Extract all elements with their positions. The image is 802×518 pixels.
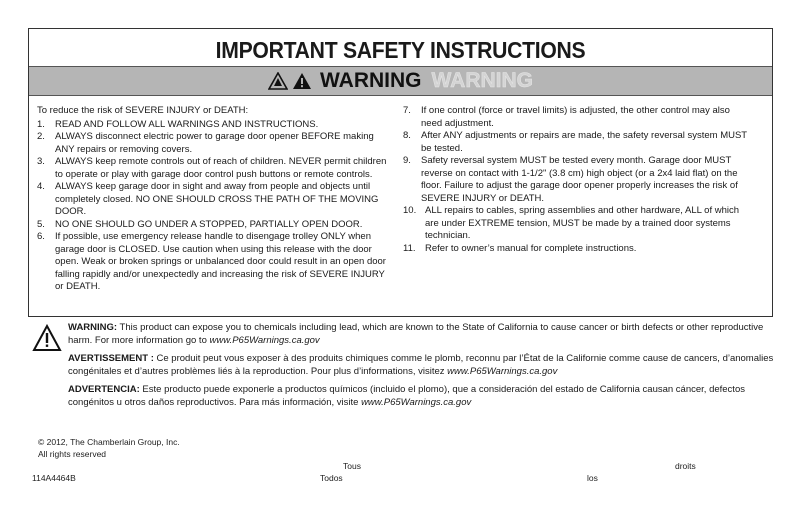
list-item [37, 131, 389, 156]
item-text: ALL repairs to cables, spring assemblies and other hardware, ALL of which are under EXTREME tension, MUST be made by a trained door systems technician. [425, 205, 740, 241]
prop65-es-link[interactable]: www.P65Warnings.ca.gov [361, 396, 472, 408]
item-number: 2. [37, 131, 45, 142]
intro-text: To reduce the risk of SEVERE INJURY or DEATH: [37, 105, 249, 116]
prop65-en-link[interactable]: www.P65Warnings.ca.gov [209, 334, 320, 346]
item-text: ALWAYS disconnect electric power to garage door opener BEFORE making ANY repairs or removing covers. [55, 131, 374, 155]
list-item [37, 231, 389, 294]
item-text: Refer to owner’s manual for complete instructions. [425, 242, 637, 254]
warning-banner [29, 66, 772, 96]
prop65-fr-label: AVERTISSEMENT : [68, 353, 154, 364]
item-text: ALWAYS keep garage door in sight and away from people and objects until completely closed. NO ONE SHOULD CROSS THE PATH OF THE MOVING DOOR. [55, 181, 379, 217]
part-number: 114A4464B [32, 473, 76, 483]
rights-fragment-los: los [587, 473, 598, 483]
prop65-french [68, 353, 777, 378]
prop65-es-text: Este producto puede exponerle a productos químicos (incluido el plomo), que a consideración del estado de California causan cáncer, defectos congénitos u otros daños reproductivos. Para más información, visite [68, 384, 745, 408]
list-item [403, 243, 753, 256]
page-title: IMPORTANT SAFETY INSTRUCTIONS [215, 37, 586, 63]
item-number: 3. [37, 156, 45, 167]
prop65-en-label: WARNING: [68, 322, 118, 333]
safety-label-frame [28, 28, 773, 317]
warning-triangle-icon [292, 72, 312, 90]
item-number: 9. [403, 155, 411, 166]
item-number: 8. [403, 130, 411, 141]
list-item [37, 119, 389, 132]
right-instructions [403, 105, 753, 255]
list-item [403, 155, 753, 205]
item-text: After ANY adjustments or repairs are made, the safety reversal system MUST be tested. [421, 130, 747, 154]
list-item [403, 105, 753, 130]
list-item [37, 219, 389, 232]
copyright-text: © 2012, The Chamberlain Group, Inc. [38, 437, 180, 447]
item-text: If one control (force or travel limits) is adjusted, the other control may also need adjustment. [421, 105, 730, 129]
item-number: 7. [403, 105, 411, 116]
item-text: If possible, use emergency release handle to disengage trolley ONLY when garage door is CLOSED. Use caution when using this release with the door open. Weak or broken springs or unbalanced door could result in an open door falling rapidly and/or unexpectedly and increasing the risk of SEVERE INJURY or DEATH. [55, 231, 386, 292]
item-number: 1. [37, 118, 45, 130]
left-instructions [37, 105, 389, 294]
rights-fragment-tous: Tous [343, 461, 361, 471]
prop65-es-label: ADVERTENCIA: [68, 384, 140, 395]
list-item [403, 205, 753, 243]
list-item [403, 130, 753, 155]
item-text: NO ONE SHOULD GO UNDER A STOPPED, PARTIALLY OPEN DOOR. [55, 218, 363, 230]
prop65-spanish [68, 384, 777, 409]
item-text: Safety reversal system MUST be tested every month. Garage door MUST reverse on contact with 1-1/2" (3.8 cm) high object (or a 2x4 laid flat) on the floor. Failure to adjust the garage door opener properly increases the risk of SEVERE INJURY or DEATH. [421, 155, 738, 204]
warning-triangle-icon [32, 324, 62, 352]
rights-text: All rights reserved [38, 449, 107, 459]
item-number: 10. [403, 205, 417, 216]
prop65-warning [32, 322, 777, 415]
item-number: 5. [37, 218, 45, 230]
prop65-fr-link[interactable]: www.P65Warnings.ca.gov [447, 365, 558, 377]
prop65-fr-text: Ce produit peut vous exposer à des produits chimiques comme le plomb, reconnu par l’État de la Californie comme cause de cancers, d’anomalies congénitales et d’autres problèmes liés à la reproduction. Pour plus d’informations, visitez [68, 353, 774, 377]
item-text: READ AND FOLLOW ALL WARNINGS AND INSTRUCTIONS. [55, 118, 319, 130]
item-number: 11. [403, 242, 416, 254]
rights-fragment-droits: droits [675, 461, 696, 471]
list-item [37, 156, 389, 181]
item-number: 6. [37, 231, 45, 242]
warning-word: WARNING [320, 69, 422, 92]
item-text: ALWAYS keep remote controls out of reach of children. NEVER permit children to operate or play with garage door control push buttons or remote controls. [55, 156, 387, 180]
prop65-english [68, 322, 777, 347]
list-item [37, 181, 389, 219]
warning-ghost-text: WARNING [431, 69, 533, 92]
rights-fragment-todos: Todos [320, 473, 343, 483]
hazard-outline-icon [268, 72, 288, 90]
prop65-en-text: This product can expose you to chemicals including lead, which are known to the State of California to cause cancer or birth defects or other reproductive harm. For more information go to [68, 322, 764, 346]
item-number: 4. [37, 181, 45, 192]
